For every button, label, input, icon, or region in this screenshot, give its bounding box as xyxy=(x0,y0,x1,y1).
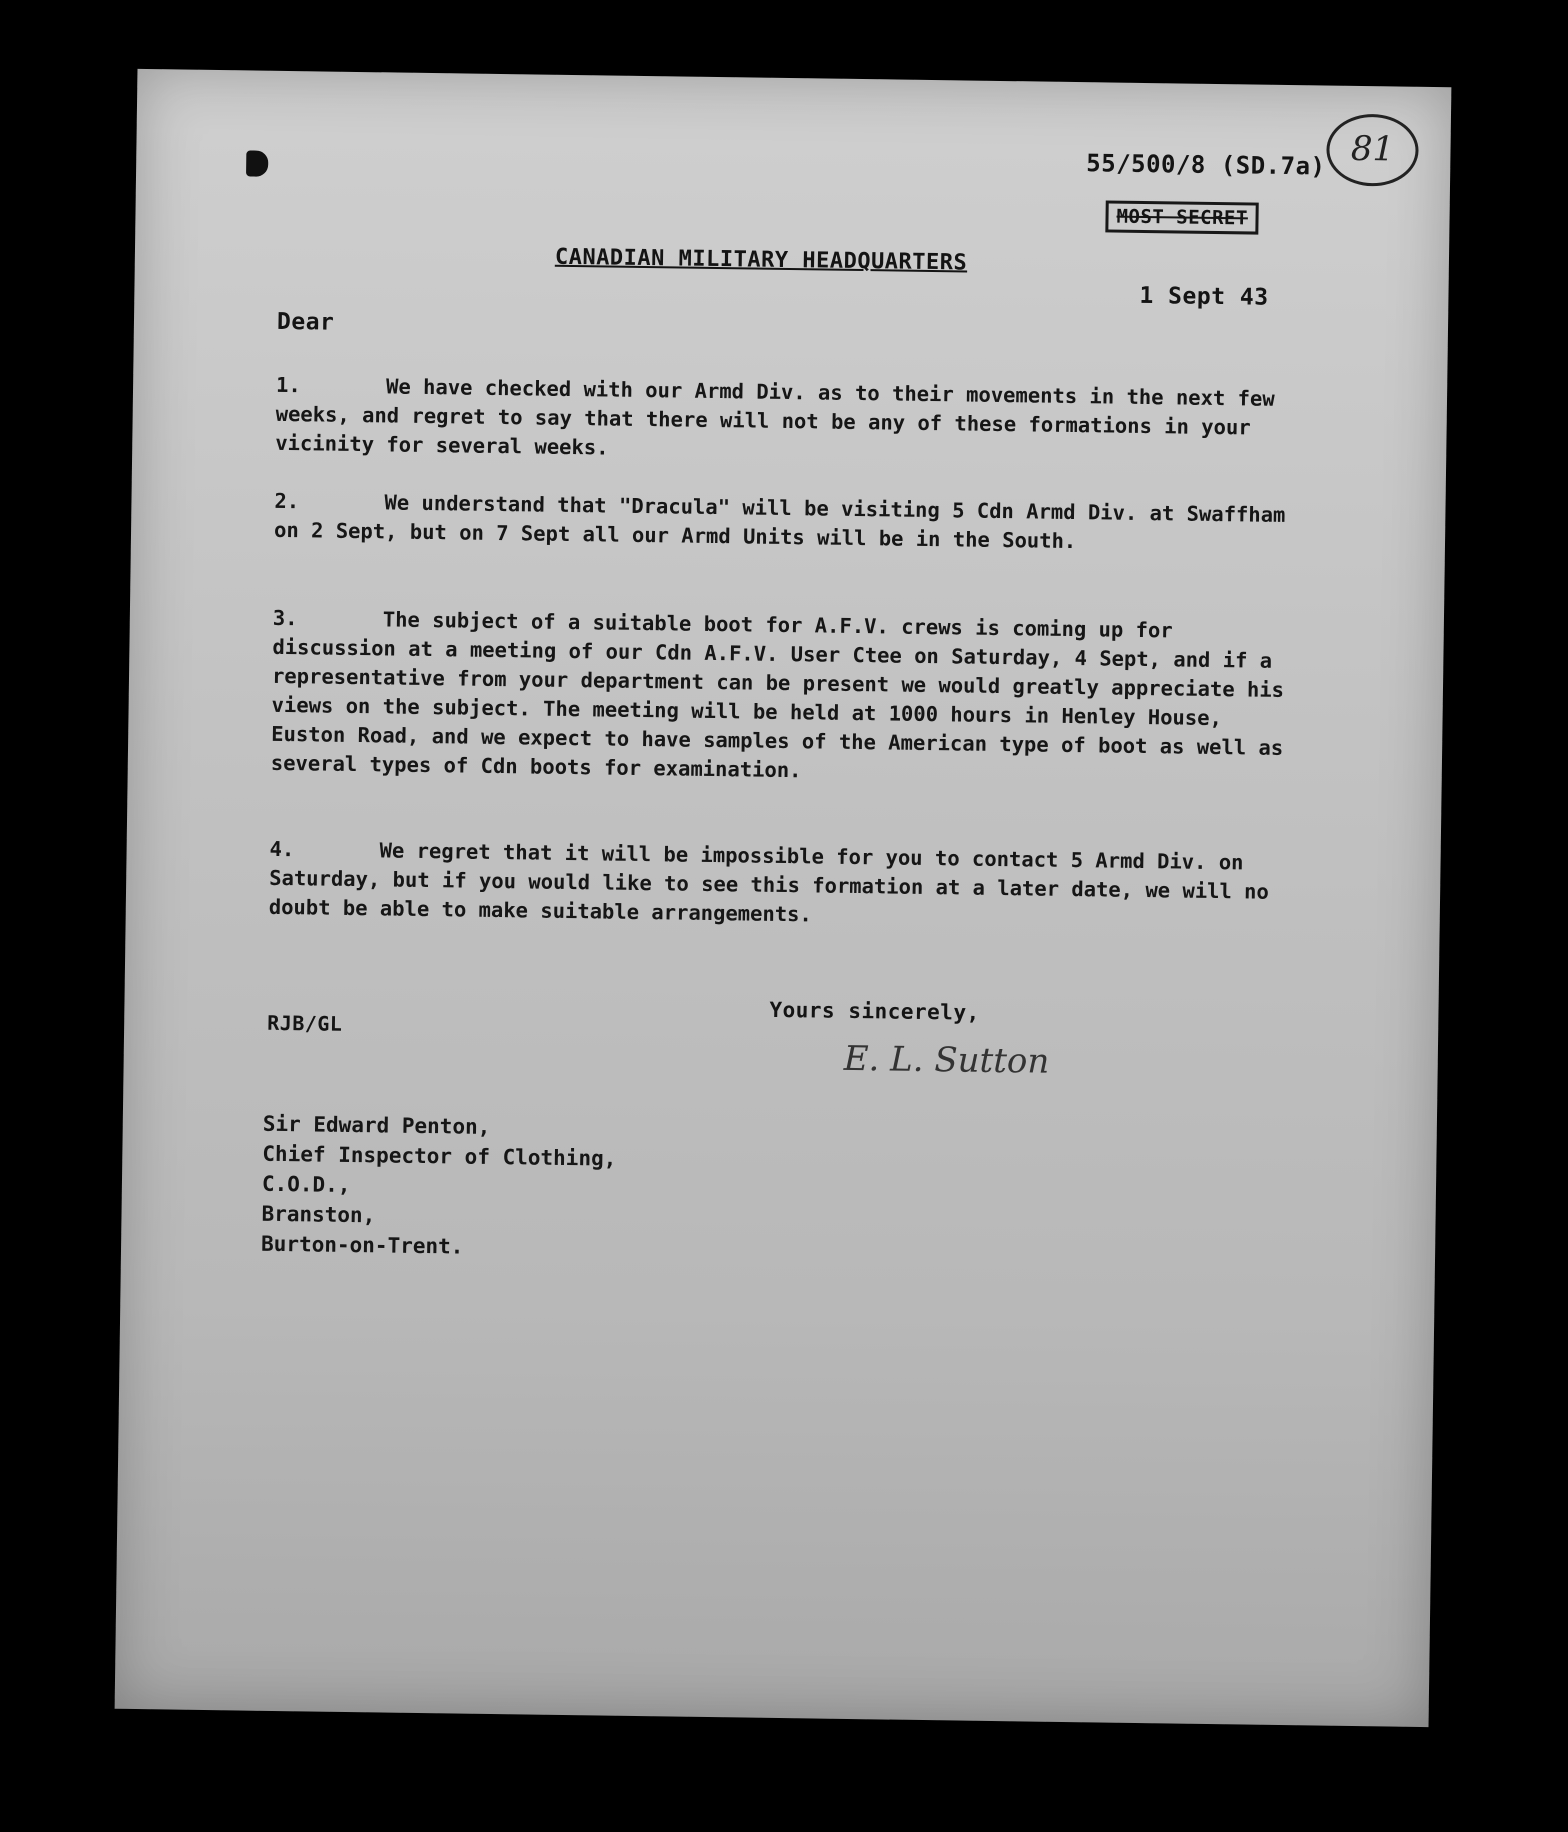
handwritten-signature: E. L. Sutton xyxy=(843,1038,1050,1082)
paragraph-1 xyxy=(275,371,1306,472)
closing: Yours sincerely, xyxy=(769,997,980,1025)
punch-mark xyxy=(246,150,268,176)
paragraph-text: We regret that it will be impossible for you to contact 5 Armd Div. on Saturday, but if you would like to see this formation at a later date, we will no doubt be able to make suitable arrangements. xyxy=(268,838,1270,927)
address-line: Chief Inspector of Clothing, xyxy=(262,1141,617,1171)
file-reference: 55/500/8 (SD.7a) xyxy=(1086,149,1326,181)
letter-page xyxy=(115,69,1452,1727)
address-line: Branston, xyxy=(261,1201,376,1228)
classification-stamp: MOST SECRET xyxy=(1105,200,1259,234)
paragraph-text: We understand that "Dracula" will be visiting 5 Cdn Armd Div. at Swaffham on 2 Sept, but on 7 Sept all our Armd Units will be in the South. xyxy=(273,490,1286,554)
paragraph-4 xyxy=(269,835,1300,936)
paragraph-number: 3. xyxy=(272,605,298,631)
paragraph-number: 1. xyxy=(275,372,301,398)
paragraph-number: 4. xyxy=(269,836,295,862)
letter-date: 1 Sept 43 xyxy=(1139,282,1269,311)
address-line: Burton-on-Trent. xyxy=(260,1231,464,1259)
paragraph-2 xyxy=(274,487,1305,559)
paragraph-3 xyxy=(271,604,1303,792)
folio-number: 81 xyxy=(1326,114,1419,187)
typist-initials: RJB/GL xyxy=(267,1010,343,1036)
recipient-address xyxy=(261,1109,617,1264)
paragraph-text: We have checked with our Armd Div. as to their movements in the next few weeks, and regret to say that there will not be any of these formations in your vicinity for several weeks. xyxy=(275,374,1275,460)
address-line: Sir Edward Penton, xyxy=(262,1111,491,1139)
letterhead: CANADIAN MILITARY HEADQUARTERS xyxy=(554,244,968,276)
paragraph-text: The subject of a suitable boot for A.F.V. crews is coming up for discussion at a meeting of our Cdn A.F.V. User Ctee on Saturday, 4 Sept, and if a representative from your department can be present we would greatly appreciate his views on the subject. The meeting will be held at 1000 hours in Henley House, Euston Road, and we expect to have samples of the American type of boot as well as several types of Cdn boots for examination. xyxy=(270,607,1285,783)
address-line: C.O.D., xyxy=(261,1171,351,1197)
paragraph-number: 2. xyxy=(274,488,300,514)
salutation: Dear xyxy=(276,308,335,336)
